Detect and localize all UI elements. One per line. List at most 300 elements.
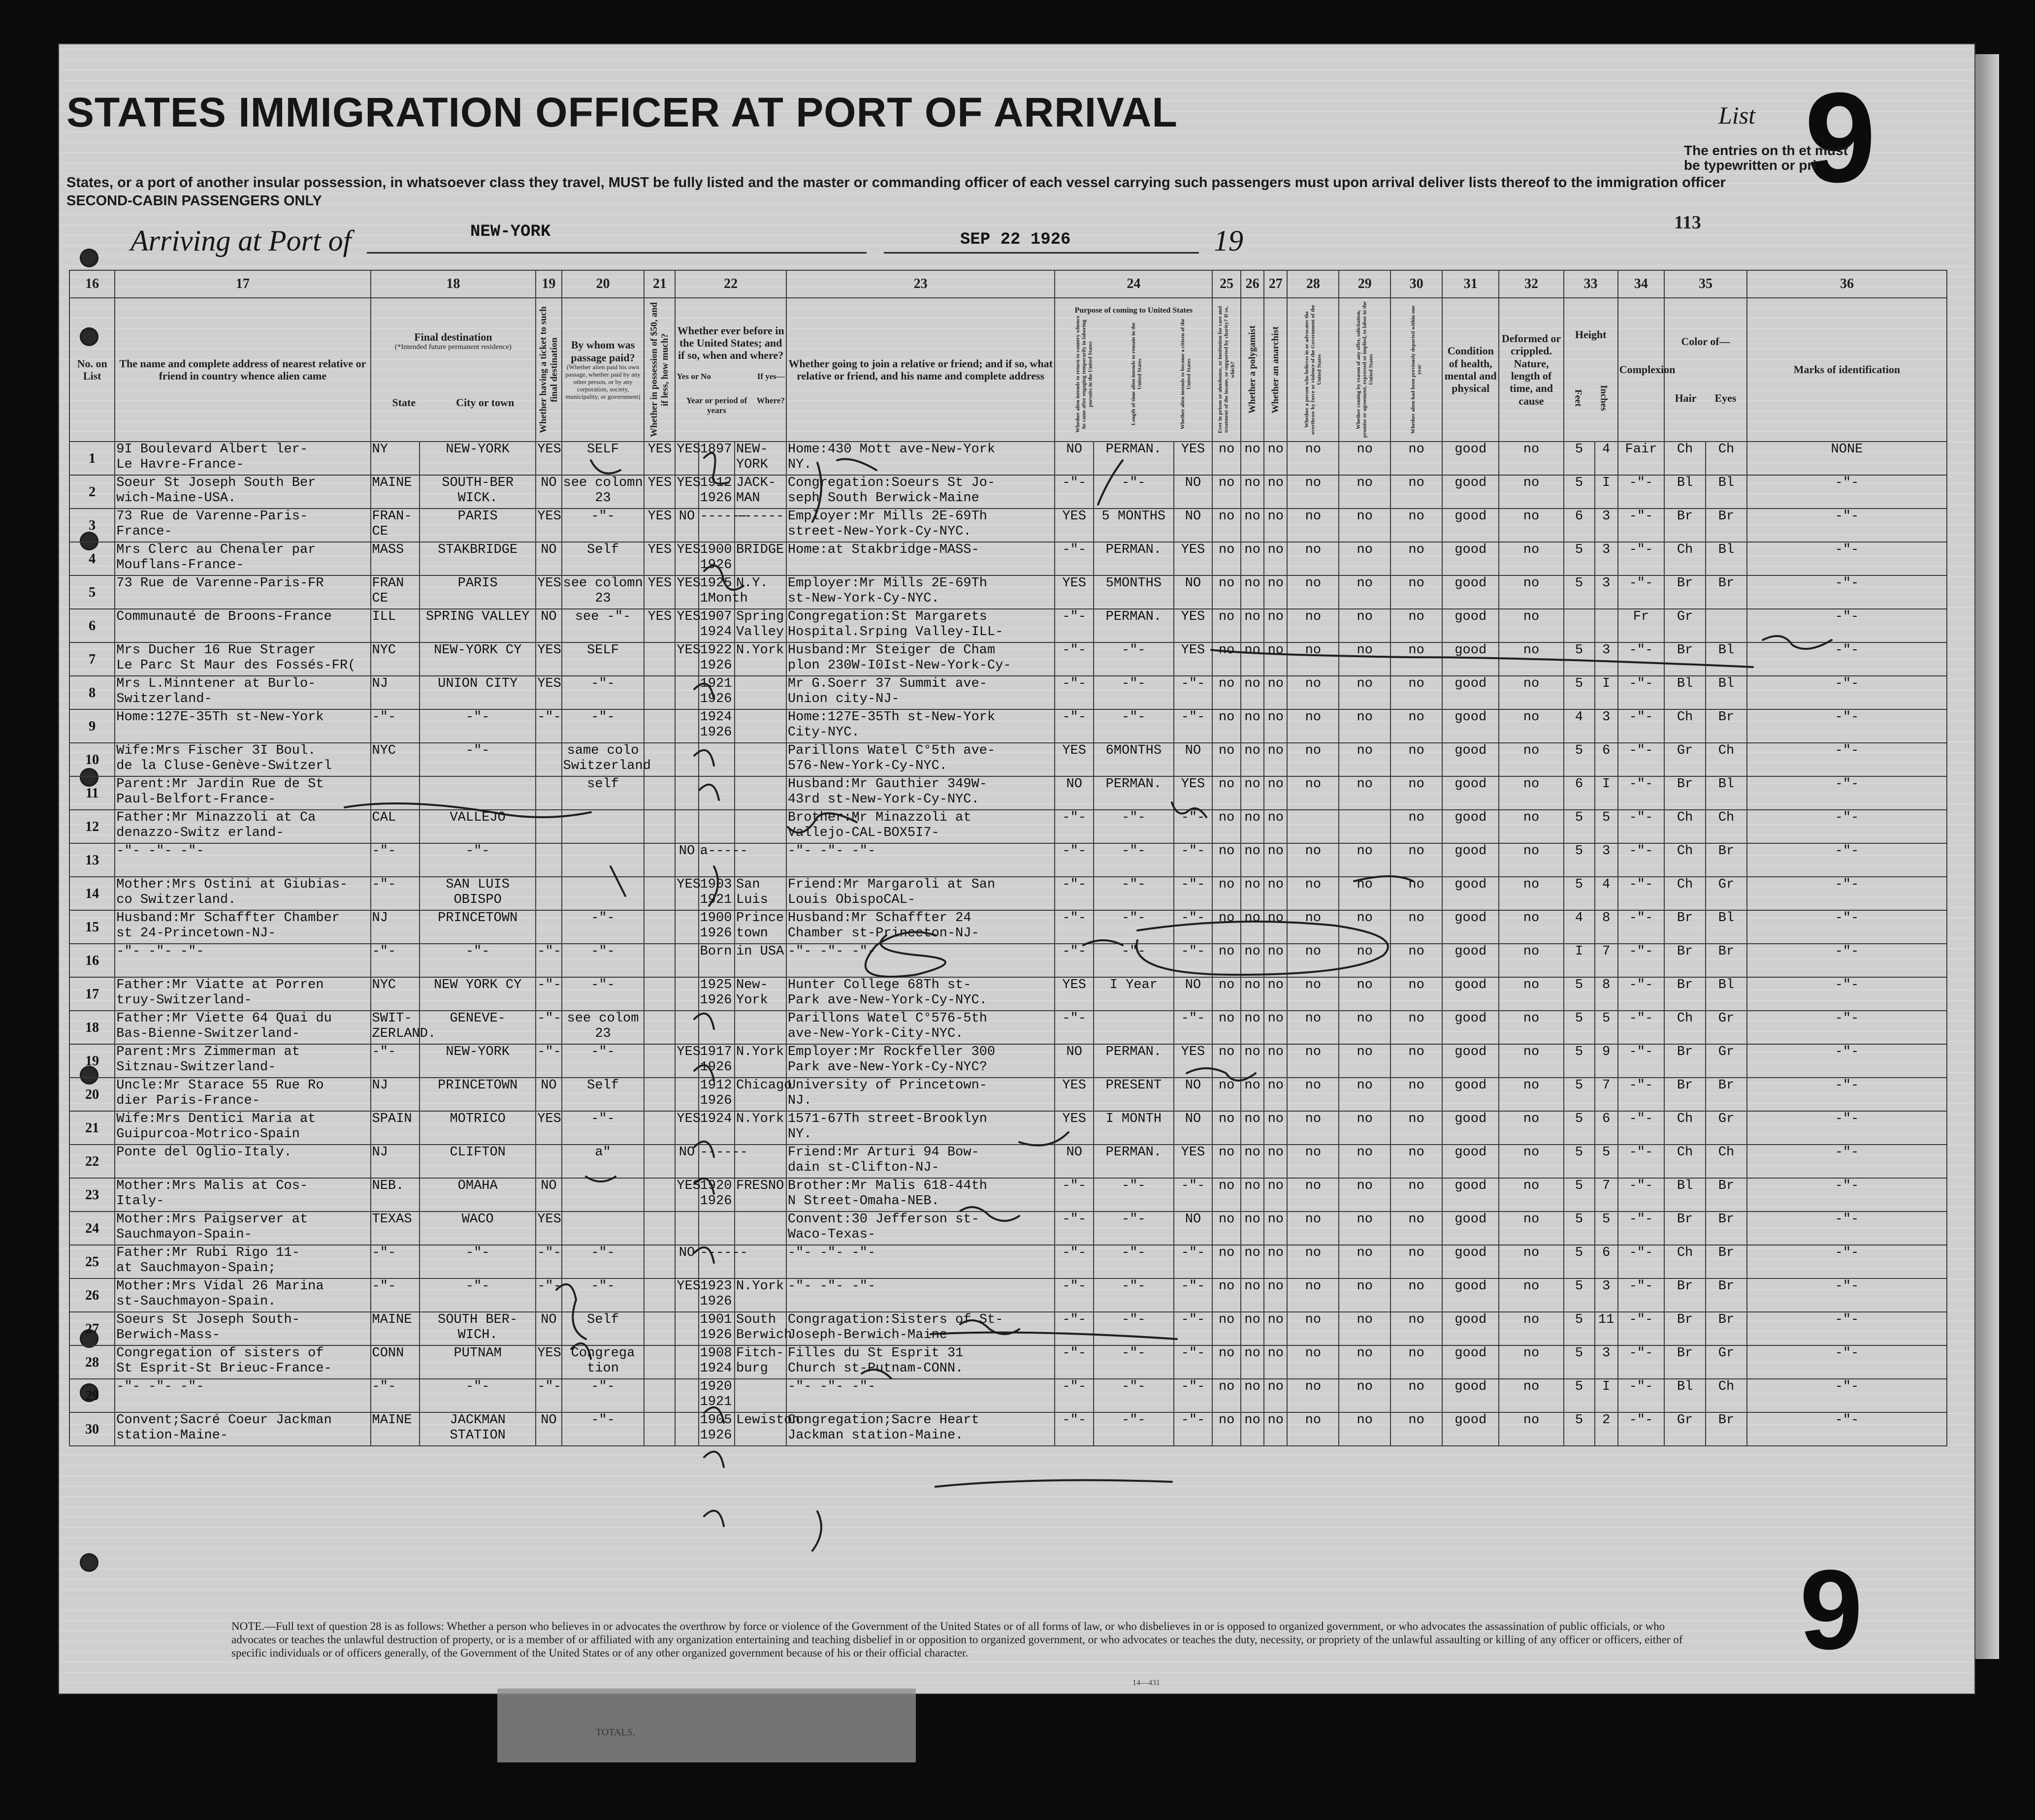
join-relative-cell [786, 944, 1055, 977]
column-header-row [69, 298, 1947, 442]
list-label: List [1718, 101, 1756, 129]
hair-color-cell: Gr [1664, 743, 1706, 776]
year-period-cell [699, 1412, 735, 1446]
purpose-citizen-cell: YES [1174, 642, 1213, 676]
destination-city [420, 910, 536, 944]
destination-state-line: FRAN- [372, 509, 412, 524]
deformed-cell: no [1499, 810, 1563, 843]
height-feet-cell: 5 [1564, 642, 1595, 676]
prison-cell: no [1212, 575, 1241, 609]
anarchist-cell: no [1264, 810, 1287, 843]
purpose-length-cell: -"- [1094, 709, 1174, 743]
identification-marks-cell: -"- [1747, 1379, 1947, 1412]
passage-paid-cell-line: -"- [591, 676, 615, 691]
overthrow-cell: no [1287, 843, 1339, 877]
purpose-citizen-cell: -"- [1174, 1278, 1213, 1312]
identification-marks-cell: -"- [1747, 1078, 1947, 1111]
height-inches-cell: 4 [1595, 877, 1618, 910]
eye-color-cell: Br [1706, 944, 1747, 977]
header-height [1564, 298, 1618, 442]
possession-cell: YES [644, 542, 675, 575]
deformed-cell: no [1499, 1145, 1563, 1178]
column-number: 26 [1241, 270, 1264, 298]
eye-color-cell: Br [1706, 709, 1747, 743]
ever-before-cell: YES [675, 442, 698, 475]
header-city: City or town [456, 396, 515, 409]
join-relative-cell-line: Joseph-Berwich-Maine [787, 1328, 947, 1342]
overthrow-cell: no [1287, 1212, 1339, 1245]
year-period-cell-line: 1926 [700, 491, 732, 506]
header-year-period: Year or period of years [686, 396, 747, 415]
destination-state [371, 1011, 436, 1044]
eye-color-cell: Bl [1706, 776, 1747, 810]
height-inches-cell: 3 [1595, 709, 1618, 743]
join-relative-cell [786, 977, 1055, 1011]
relative-address [115, 810, 370, 843]
column-number: 27 [1264, 270, 1287, 298]
year-period-cell [699, 977, 735, 1011]
join-relative-cell [786, 1412, 1055, 1446]
join-relative-cell-line: Employer:Mr Rockfeller 300 [787, 1045, 996, 1059]
health-cell: good [1442, 743, 1499, 776]
deformed-cell: no [1499, 910, 1563, 944]
height-feet-cell: 5 [1564, 542, 1595, 575]
deported-cell: no [1390, 1044, 1442, 1078]
possession-cell [644, 1178, 675, 1212]
height-inches-cell: 5 [1595, 1011, 1618, 1044]
polygamist-cell: no [1241, 642, 1264, 676]
destination-state [371, 1212, 420, 1245]
where-cell [735, 1412, 800, 1446]
eye-color-cell: Br [1706, 1078, 1747, 1111]
overthrow-cell: no [1287, 910, 1339, 944]
eye-color-cell: Br [1706, 843, 1747, 877]
polygamist-cell: no [1241, 1011, 1264, 1044]
join-relative-cell-line: Congragation:Sisters of St- [787, 1312, 1003, 1327]
header-inches: Inches [1598, 385, 1609, 412]
join-relative-cell [786, 877, 1055, 910]
destination-city [420, 977, 536, 1011]
destination-state-line: SPAIN [372, 1112, 412, 1126]
hair-color-cell: Br [1664, 509, 1706, 542]
eye-color-cell: Gr [1706, 877, 1747, 910]
possession-cell [644, 1078, 675, 1111]
column-number: 31 [1442, 270, 1499, 298]
where-cell [735, 910, 786, 944]
purpose-citizen-cell: -"- [1174, 1011, 1213, 1044]
purpose-citizen-cell: YES [1174, 776, 1213, 810]
passage-paid-cell-line: -"- [591, 710, 615, 725]
join-relative-cell-line: Employer:Mr Mills 2E-69Th [787, 509, 987, 524]
eye-color-cell: Ch [1706, 1145, 1747, 1178]
height-feet-cell: 5 [1564, 1412, 1595, 1446]
height-feet-cell: 5 [1564, 442, 1595, 475]
height-inches-cell: 7 [1595, 1078, 1618, 1111]
purpose-return-cell: -"- [1055, 1245, 1094, 1278]
ever-before-cell: YES [675, 877, 698, 910]
ever-before-cell: YES [675, 642, 698, 676]
health-cell: good [1442, 442, 1499, 475]
relative-address-line: Mouflans-France- [116, 558, 244, 573]
height-feet-cell: 5 [1564, 1011, 1595, 1044]
purpose-length-cell: -"- [1094, 642, 1174, 676]
overthrow-cell: no [1287, 1178, 1339, 1212]
relative-address-line: Switzerland- [116, 692, 212, 706]
join-relative-cell [786, 442, 1055, 475]
identification-marks-cell: -"- [1747, 877, 1947, 910]
relative-address-line: Uncle:Mr Starace 55 Rue Ro [116, 1078, 324, 1093]
eye-color-cell: Gr [1706, 1345, 1747, 1379]
deformed-cell: no [1499, 1111, 1563, 1145]
anarchist-cell: no [1264, 1145, 1287, 1178]
join-relative-cell [786, 1145, 1055, 1178]
table-row [69, 1245, 1947, 1278]
prison-cell: no [1212, 709, 1241, 743]
deported-cell: no [1390, 709, 1442, 743]
ever-before-cell: YES [675, 542, 698, 575]
join-relative-cell-line: ave-New-York-City-NYC. [787, 1026, 964, 1041]
ticket-cell: -"- [536, 944, 561, 977]
where-cell [735, 1345, 786, 1379]
destination-city-line: VALLEJO [450, 810, 506, 825]
passage-paid-cell-line: a" [595, 1145, 611, 1160]
destination-city-line: JACKMAN [450, 1413, 506, 1428]
purpose-length-cell: -"- [1094, 944, 1174, 977]
join-relative-cell-line: Waco-Texas- [787, 1227, 876, 1242]
purpose-length-cell: 5 MONTHS [1094, 509, 1174, 542]
height-feet-cell: 6 [1564, 776, 1595, 810]
row-number: 4 [69, 542, 115, 575]
header-marks: Marks of identification [1747, 298, 1947, 442]
join-relative-cell-line: Louis ObispoCAL- [787, 893, 916, 907]
overthrow-cell: no [1287, 877, 1339, 910]
ticket-cell: YES [536, 575, 561, 609]
health-cell: good [1442, 1212, 1499, 1245]
join-relative-cell-line: NY. [787, 1127, 812, 1142]
labor-offer-cell: no [1339, 442, 1390, 475]
destination-state-line: CAL [372, 810, 396, 825]
identification-marks-cell: -"- [1747, 1212, 1947, 1245]
labor-offer-cell: no [1339, 1345, 1390, 1379]
header-passage-paid [562, 298, 645, 442]
anarchist-cell: no [1264, 1278, 1287, 1312]
table-row [69, 910, 1947, 944]
anarchist-cell: no [1264, 1412, 1287, 1446]
purpose-return-cell: -"- [1055, 944, 1094, 977]
row-number: 2 [69, 475, 115, 509]
eye-color-cell: Bl [1706, 542, 1747, 575]
destination-city-line: MOTRICO [450, 1112, 506, 1126]
relative-address-line: Soeurs St Joseph South- [116, 1312, 300, 1327]
ticket-cell: -"- [536, 1379, 561, 1412]
destination-city [420, 944, 536, 977]
ever-before-cell: YES [675, 575, 698, 609]
relative-address-line: Paul-Belfort-France- [116, 792, 276, 807]
destination-state [371, 877, 420, 910]
purpose-citizen-cell: NO [1174, 1111, 1213, 1145]
deported-cell: no [1390, 676, 1442, 709]
ticket-cell: NO [536, 1178, 561, 1212]
year-period-cell-line: 1900 [700, 911, 732, 926]
labor-offer-cell: no [1339, 977, 1390, 1011]
year-period-cell [699, 442, 735, 475]
passage-paid-cell-line: -"- [591, 1279, 615, 1294]
where-cell-line: town [736, 926, 768, 941]
destination-city-line: SPRING VALLEY [425, 609, 530, 624]
destination-state [371, 442, 420, 475]
date-stamp: SEP 22 1926 [960, 230, 1071, 249]
purpose-length-cell: -"- [1094, 1212, 1174, 1245]
destination-state-line: CE [372, 524, 388, 539]
year-period-cell-line: 1926 [700, 658, 732, 673]
join-relative-cell-line: Brother:Mr Malis 618-44th [787, 1179, 987, 1193]
possession-cell [644, 977, 675, 1011]
where-cell-line: in USA [736, 944, 784, 959]
purpose-citizen-cell: NO [1174, 977, 1213, 1011]
header-hair: Hair [1675, 392, 1697, 404]
prison-cell: no [1212, 509, 1241, 542]
height-feet-cell: 5 [1564, 843, 1595, 877]
hair-color-cell: Bl [1664, 1379, 1706, 1412]
complexion-cell: -"- [1618, 709, 1664, 743]
header-relative: The name and complete address of nearest relative or friend in country whence alien came [115, 298, 370, 442]
destination-city-line: NEW-YORK [446, 442, 510, 457]
destination-city [420, 843, 536, 877]
ever-before-cell [675, 944, 698, 977]
year-period-cell-line: 1920 [700, 1379, 732, 1394]
row-number: 10 [69, 743, 115, 776]
ever-before-cell [675, 743, 698, 776]
anarchist-cell: no [1264, 1345, 1287, 1379]
year-period-cell [699, 1245, 748, 1278]
join-relative-cell-line: Convent:30 Jefferson st- [787, 1212, 979, 1227]
identification-marks-cell: -"- [1747, 1312, 1947, 1345]
health-cell: good [1442, 1412, 1499, 1446]
where-cell [735, 1278, 786, 1312]
join-relative-cell-line: -"- -"- -"- [787, 1379, 876, 1394]
anarchist-cell: no [1264, 743, 1287, 776]
join-relative-cell-line: Filles du St Esprit 31 [787, 1346, 964, 1361]
purpose-length-label: Length of time alien intends to remain in the United States [1130, 322, 1143, 426]
polygamist-cell: no [1241, 877, 1264, 910]
column-number: 25 [1212, 270, 1241, 298]
polygamist-cell: no [1241, 475, 1264, 509]
destination-city [420, 1178, 536, 1212]
column-number-row [69, 270, 1947, 298]
column-number: 34 [1618, 270, 1664, 298]
purpose-label: Purpose of coming to United States [1074, 306, 1193, 315]
where-cell [735, 877, 786, 910]
overthrow-cell: no [1287, 1078, 1339, 1111]
where-cell [735, 509, 786, 542]
ticket-cell [536, 877, 561, 910]
join-relative-cell-line: 576-New-York-Cy-NYC. [787, 759, 947, 773]
polygamist-cell: no [1241, 810, 1264, 843]
polygamist-cell: no [1241, 1178, 1264, 1212]
overthrow-cell: no [1287, 475, 1339, 509]
destination-city [420, 1078, 536, 1111]
year-period-cell-line: 1905 [700, 1413, 732, 1428]
prison-cell: no [1212, 1044, 1241, 1078]
health-cell: good [1442, 1278, 1499, 1312]
relative-address-line: Communauté de Broons-France [116, 609, 332, 624]
join-relative-cell-line: Jackman station-Maine. [787, 1428, 964, 1443]
table-row [69, 776, 1947, 810]
ever-before-cell [675, 776, 698, 810]
ever-before-label: Whether ever before in the United States; and if so, when and where? [677, 324, 784, 362]
height-feet-cell: 5 [1564, 1345, 1595, 1379]
complexion-cell: -"- [1618, 1245, 1664, 1278]
eye-color-cell: Br [1706, 1278, 1747, 1312]
polygamist-cell: no [1241, 1412, 1264, 1446]
table-row [69, 1011, 1947, 1044]
labor-offer-cell: no [1339, 1278, 1390, 1312]
ticket-cell: NO [536, 542, 561, 575]
column-number: 36 [1747, 270, 1947, 298]
labor-offer-label: Whether coming by reason of any offer, solicitation, promise or agreement, expressed or implied, to labor in the United States [1355, 301, 1374, 438]
relative-address-line: Mrs L.Minntener at Burlo- [116, 676, 316, 691]
polygamist-cell: no [1241, 944, 1264, 977]
join-relative-cell-line: plon 230W-I0Ist-New-York-Cy- [787, 658, 1011, 673]
row-number: 15 [69, 910, 115, 944]
identification-marks-cell: -"- [1747, 1178, 1947, 1212]
purpose-return-cell: -"- [1055, 709, 1094, 743]
deported-cell: no [1390, 1278, 1442, 1312]
where-cell [735, 642, 786, 676]
height-inches-cell: 7 [1595, 944, 1618, 977]
purpose-length-cell: PERMAN. [1094, 776, 1174, 810]
purpose-citizen-cell: -"- [1174, 676, 1213, 709]
destination-state [371, 642, 420, 676]
eye-color-cell: Gr [1706, 1111, 1747, 1145]
column-number: 22 [675, 270, 786, 298]
row-number: 6 [69, 609, 115, 642]
ticket-label: Whether having a ticket to such final destination [538, 306, 559, 433]
column-number: 29 [1339, 270, 1390, 298]
prison-cell: no [1212, 442, 1241, 475]
ever-before-cell [675, 1412, 698, 1446]
destination-state [371, 1412, 420, 1446]
deported-cell: no [1390, 1345, 1442, 1379]
polygamist-cell: no [1241, 1111, 1264, 1145]
passage-paid-cell-line: see colom [567, 1011, 639, 1026]
table-row [69, 1145, 1947, 1178]
join-relative-cell [786, 642, 1055, 676]
health-cell: good [1442, 977, 1499, 1011]
overthrow-cell: no [1287, 1044, 1339, 1078]
complexion-cell: -"- [1618, 1011, 1664, 1044]
ever-before-cell: YES [675, 1111, 698, 1145]
labor-offer-cell: no [1339, 776, 1390, 810]
cabin-class-text: SECOND-CABIN PASSENGERS ONLY [66, 193, 322, 209]
destination-state-line: -"- [372, 1045, 396, 1059]
possession-cell [644, 910, 675, 944]
passage-paid-cell-line: -"- [591, 1045, 615, 1059]
passage-paid-cell [562, 1312, 645, 1345]
row-number: 18 [69, 1011, 115, 1044]
table-row [69, 1078, 1947, 1111]
destination-city-line: NEW-YORK [446, 1045, 510, 1059]
where-cell-line: YORK [736, 457, 768, 472]
year-period-cell [699, 1111, 735, 1145]
year-period-cell-line: 1926 [700, 558, 732, 573]
year-period-cell-line: 1921 [700, 1395, 732, 1409]
join-relative-cell [786, 542, 1055, 575]
labor-offer-cell: no [1339, 676, 1390, 709]
year-period-cell-line: 1920 [700, 1179, 732, 1193]
anarchist-cell: no [1264, 475, 1287, 509]
height-feet-cell [1564, 609, 1595, 642]
header-polygamist [1241, 298, 1264, 442]
destination-state-line: NY [372, 442, 388, 457]
complexion-cell: -"- [1618, 877, 1664, 910]
relative-address-line: dier Paris-France- [116, 1093, 260, 1108]
where-cell-line: N.York [736, 643, 784, 658]
year-period-cell [699, 910, 735, 944]
labor-offer-cell: no [1339, 743, 1390, 776]
passage-paid-cell-line: 23 [595, 1026, 611, 1041]
join-relative-cell [786, 1078, 1055, 1111]
join-relative-cell-line: Friend:Mr Arturi 94 Bow- [787, 1145, 979, 1160]
height-feet-cell: 5 [1564, 1312, 1595, 1345]
complexion-cell: -"- [1618, 676, 1664, 709]
overthrow-cell: no [1287, 1145, 1339, 1178]
where-cell-line: Berwich [736, 1328, 792, 1342]
relative-address-line: Italy- [116, 1194, 164, 1209]
destination-city [420, 776, 536, 810]
relative-address-line: Mrs Ducher 16 Rue Strager [116, 643, 316, 658]
height-feet-cell: 5 [1564, 1178, 1595, 1212]
purpose-return-cell: YES [1055, 1078, 1094, 1111]
complexion-cell: -"- [1618, 810, 1664, 843]
passage-paid-cell [562, 1078, 645, 1111]
overthrow-cell: no [1287, 1278, 1339, 1312]
relative-address-line: at Sauchmayon-Spain; [116, 1261, 276, 1276]
destination-state [371, 944, 420, 977]
destination-state [371, 1178, 420, 1212]
table-row [69, 676, 1947, 709]
prison-cell: no [1212, 843, 1241, 877]
labor-offer-cell: no [1339, 709, 1390, 743]
year-period-cell-line: 1912 [700, 1078, 732, 1093]
labor-offer-cell: no [1339, 1078, 1390, 1111]
year-period-cell [699, 575, 748, 609]
possession-cell: YES [644, 509, 675, 542]
ticket-cell: -"- [536, 1011, 561, 1044]
join-relative-cell-line: 1571-67Th street-Brooklyn [787, 1112, 987, 1126]
relative-address [115, 1145, 370, 1178]
passage-paid-cell [562, 442, 645, 475]
height-feet-cell: 5 [1564, 743, 1595, 776]
table-row [69, 1111, 1947, 1145]
purpose-length-cell: -"- [1094, 1412, 1174, 1446]
destination-state [371, 1312, 420, 1345]
complexion-cell: -"- [1618, 910, 1664, 944]
purpose-return-cell: -"- [1055, 1312, 1094, 1345]
prison-cell: no [1212, 1111, 1241, 1145]
health-cell: good [1442, 1312, 1499, 1345]
polygamist-cell: no [1241, 709, 1264, 743]
passage-paid-cell-line: see -"- [575, 609, 631, 624]
join-relative-cell-line: Parillons Watel C°576-5th [787, 1011, 987, 1026]
purpose-length-cell: 6MONTHS [1094, 743, 1174, 776]
health-cell: good [1442, 1111, 1499, 1145]
passage-paid-cell-line: Switzerland [563, 759, 651, 773]
health-cell: good [1442, 709, 1499, 743]
column-number: 23 [786, 270, 1055, 298]
purpose-citizen-cell: -"- [1174, 1345, 1213, 1379]
where-cell [735, 542, 786, 575]
